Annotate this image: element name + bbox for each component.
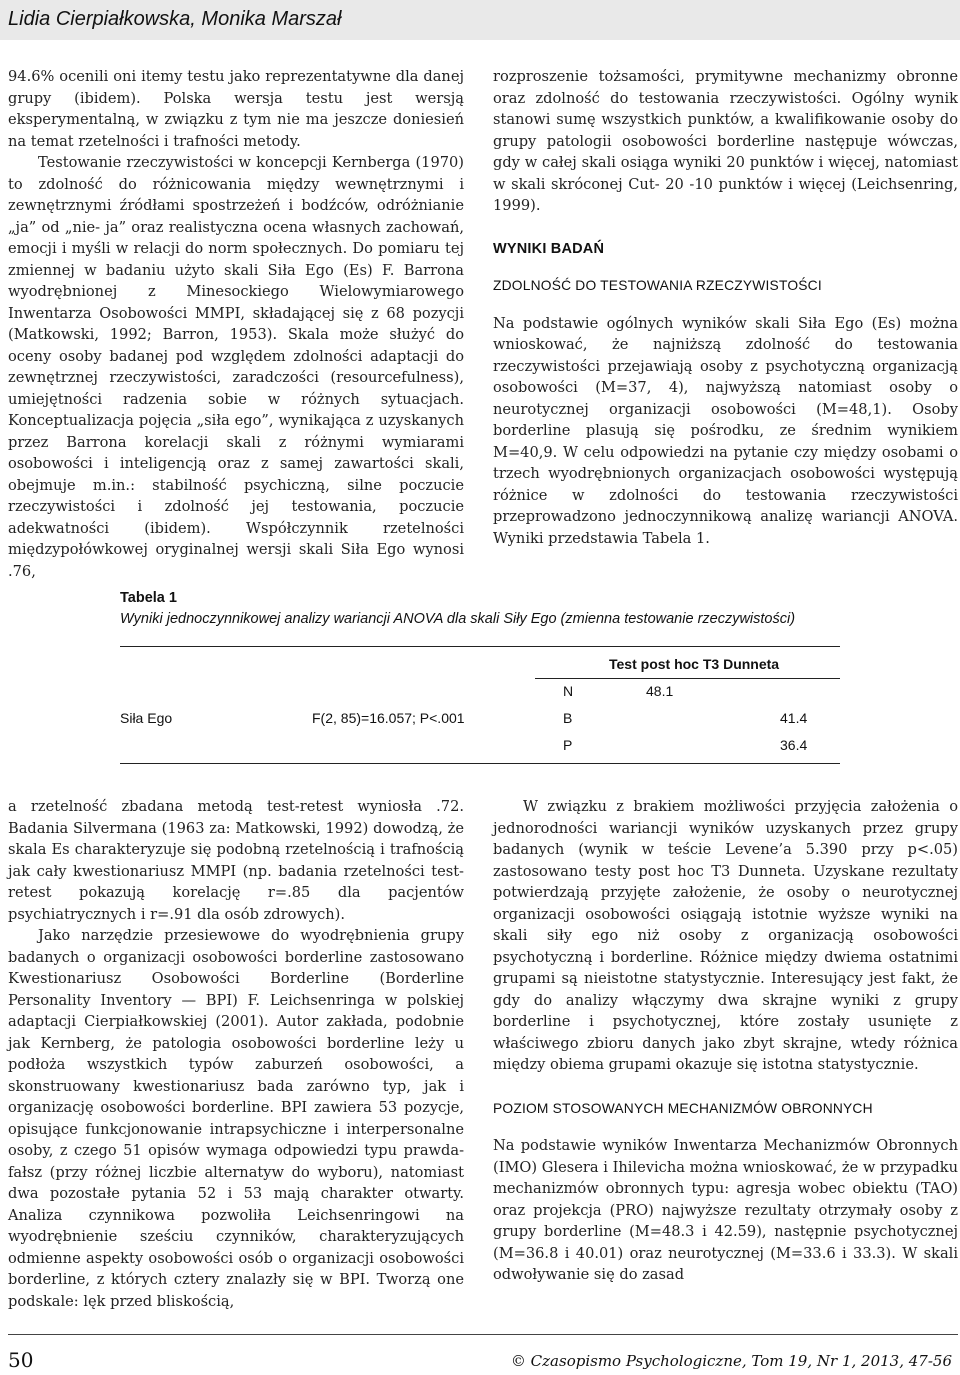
header-authors: Lidia Cierpiałkowska, Monika Marszał [8,8,342,30]
subsection-heading: ZDOLNOŚĆ DO TESTOWANIA RZECZYWISTOŚCI [493,278,822,293]
table-label: Tabela 1 [120,590,177,606]
paragraph: a rzetelność zbadana metodą test-retest wyniosła .72. Badania Silvermana (1963 za: Matkowski, 1992) dowodzą, że skala Es charakteryzuje się podobną rzetelnością i trafnością jak cały kwestionariusz MMPI (np. badania rzetelności test-retest pokazują korelację r=.85 dla pacjentów psychiatrycznych i r=.91 dla osób zdrowych). [8,798,464,923]
paragraph: Na podstawie ogólnych wyników skali Siła Ego (Es) można wnioskować, że najniższą zdolność do testowania rzeczywistości przejawiają osoby z psychotyczną organizacją osobowości (M=37, 4), najwyższą natomiast osoby o neurotycznej organizacji osobowości (M=48,1). Osoby borderline plasują się pośrodku, ze średnim wynikiem M=40,9. W celu odpowiedzi na pytanie czy między osobami o trzech wyodrębnionych organizacjach osobowości występują różnice w zdolności do testowania rzeczywistości przeprowadzono jednoczynnikową analizę wariancji ANOVA. Wyniki przedstawia Tabela 1. [493,314,958,547]
table-description: Wyniki jednoczynnikowej analizy wariancji ANOVA dla skali Siły Ego (zmienna testowanie rzeczywistości) [120,611,796,627]
column-bottom-left [8,796,464,1312]
table-bottom-rule [120,763,840,764]
table-header-posthoc: Test post hoc T3 Dunneta [609,656,780,672]
table-top-rule [120,646,840,647]
paragraph: W związku z brakiem możliwości przyjęcia założenia o jednorodności wariancji wyników uzyskanych przez grupy badanych (wynik w teście Levene’a 5.390 przy p<.05) zastosowano testy post hoc T3 Dunneta. Uzyskane rezultaty potwierdzają przyjęte założenie, że osoby o neurotycznej organizacji osobowości osiągają istotnie wyższe wyniki na skali siły ego niż osoby z organizacją osobowości psychotyczną i borderline. Różnice między dwiema ostatnimi grupami są nieistotne statystycznie. Interesujący jest fakt, że gdy do analizy włączymy dwa skrajne wyniki z grupy borderline i psychotycznej, które zostały usunięte z właściwego zbioru danych jako zbyt skrajne, wtedy różnica między obiema grupami okazuje się istotna statystycznie. [493,798,958,1073]
table-group-label: B [563,710,573,726]
table-group-label: P [563,737,573,753]
table-header-rule [535,678,840,679]
paragraph: Jako narzędzie przesiewowe do wyodrębnienia grupy badanych o organizacji osobowości borderline zastosowano Kwestionariusz Osobowości Borderline (Borderline Personality Inventory — BPI) F. Leichsenringa w polskiej adaptacji Cierpiałkowskiej (2001). Autor zakłada, podobnie jak Kernberg, że patologia osobowości borderline leży u podłoża wszystkich typów zaburzeń osobowości, a skonstruowany kwestionariusz bada zarówno typ, jak i organizację osobowości borderline. BPI zawiera 53 pozycje, opisujące funkcjonowanie intrapsychiczne i interpersonalne osoby, z czego 51 opisów wymaga odpowiedzi typu prawda-fałsz (przy różnej liczbie alternatyw do wyboru), natomiast dwa pozostałe pytania 52 i 53 mają charakter otwarty. Analiza czynnikowa pozwoliła Leichsenringowi na wyodrębnienie sześciu czynników, charakteryzujących odmienne aspekty osobowości osób o organizacji osobowości borderline, z których cztery znalazły się w BPI. Tworzą one podskale: lęk przed bliskością, [8,927,464,1310]
journal-citation: © Czasopismo Psychologiczne, Tom 19, Nr 1, 2013, 47-56 [510,1352,952,1370]
footer-rule [8,1334,958,1335]
table-group-value: 48.1 [646,683,674,699]
table-group-value: 41.4 [780,710,808,726]
column-top-right [493,66,958,549]
running-header [0,0,960,40]
subsection-heading: POZIOM STOSOWANYCH MECHANIZMÓW OBRONNYCH [493,1100,873,1116]
column-bottom-right [493,796,958,1286]
page-number: 50 [8,1348,34,1372]
table-caption [120,588,795,630]
paragraph: Testowanie rzeczywistości w koncepcji Kernberga (1970) to zdolność do różnicowania między wewnętrznymi i zewnętrznymi źródłami spostrzeżeń i bodźców, odróżnianie „ja” od „nie- ja” oraz realistyczna ocena własnych zachowań, emocji i myśli w relacji do norm społecznych. Do pomiaru tej zmiennej w badaniu użyto skali Siła Ego (Es) F. Barrona wyodrębnionej z Minesockiego Wielowymiarowego Inwentarza Osobowości MMPI, składającej się z 68 pozycji (Matkowski, 1992; Barron, 1953). Skala może służyć do oceny osoby badanej pod względem zdolności adaptacji do zewnętrznej rzeczywistości, zaradczości (resourcefulness), umiejętności radzenia sobie w różnych sytuacjach. Konceptualizacja pojęcia „siła ego”, wynikająca z uzyskanych przez Barrona korelacji skali z różnymi wymiarami osobowości i inteligencją oraz z samej zawartości skali, obejmuje m.in.: stabilność psychiczną, silne poczucie rzeczywistości i zdolność jej testowania, poczucie adekwatności (ibidem). Współczynnik rzetelności międzypołówkowej oryginalnej wersji skali Siła Ego wynosi .76, [8,154,464,580]
table-row-label: Siła Ego [120,710,173,726]
table-group-label: N [563,683,574,699]
paragraph: 94.6% ocenili oni itemy testu jako reprezentatywne dla danej grupy (ibidem). Polska wersja testu jest wersją eksperymentalną, w związku z tym nie ma jeszcze doniesień na temat rzetelności i trafności metody. [8,68,464,150]
table-anova-result: F(2, 85)=16.057; P<.001 [312,710,465,726]
paragraph: rozproszenie tożsamości, prymitywne mechanizmy obronne oraz zdolność do testowania rzeczywistości. Ogólny wynik stanowi sumę wszystkich punktów, a kwalifikowanie osoby do grupy patologii osobowości borderline następuje wówczas, gdy w całej skali osiąga wyniki 20 punktów i więcej, natomiast w skali skróconej Cut- 20 -10 punktów i więcej (Leichsenring, 1999). [493,68,958,214]
table-group-value: 36.4 [780,737,808,753]
section-heading: WYNIKI BADAŃ [493,240,605,257]
column-top-left [8,66,464,582]
paragraph: Na podstawie wyników Inwentarza Mechanizmów Obronnych (IMO) Glesera i Ihilevicha można wnioskować, że w przypadku mechanizmów obronnych typu: agresja wobec obiektu (TAO) oraz projekcja (PRO) najwyższe rezultaty otrzymały osoby z grupy borderline (M=48.3 i 42.59), następnie psychotycznej (M=36.8 i 40.01) oraz neurotycznej (M=33.6 i 33.3). W skali odwoływanie się do zasad [493,1137,958,1283]
